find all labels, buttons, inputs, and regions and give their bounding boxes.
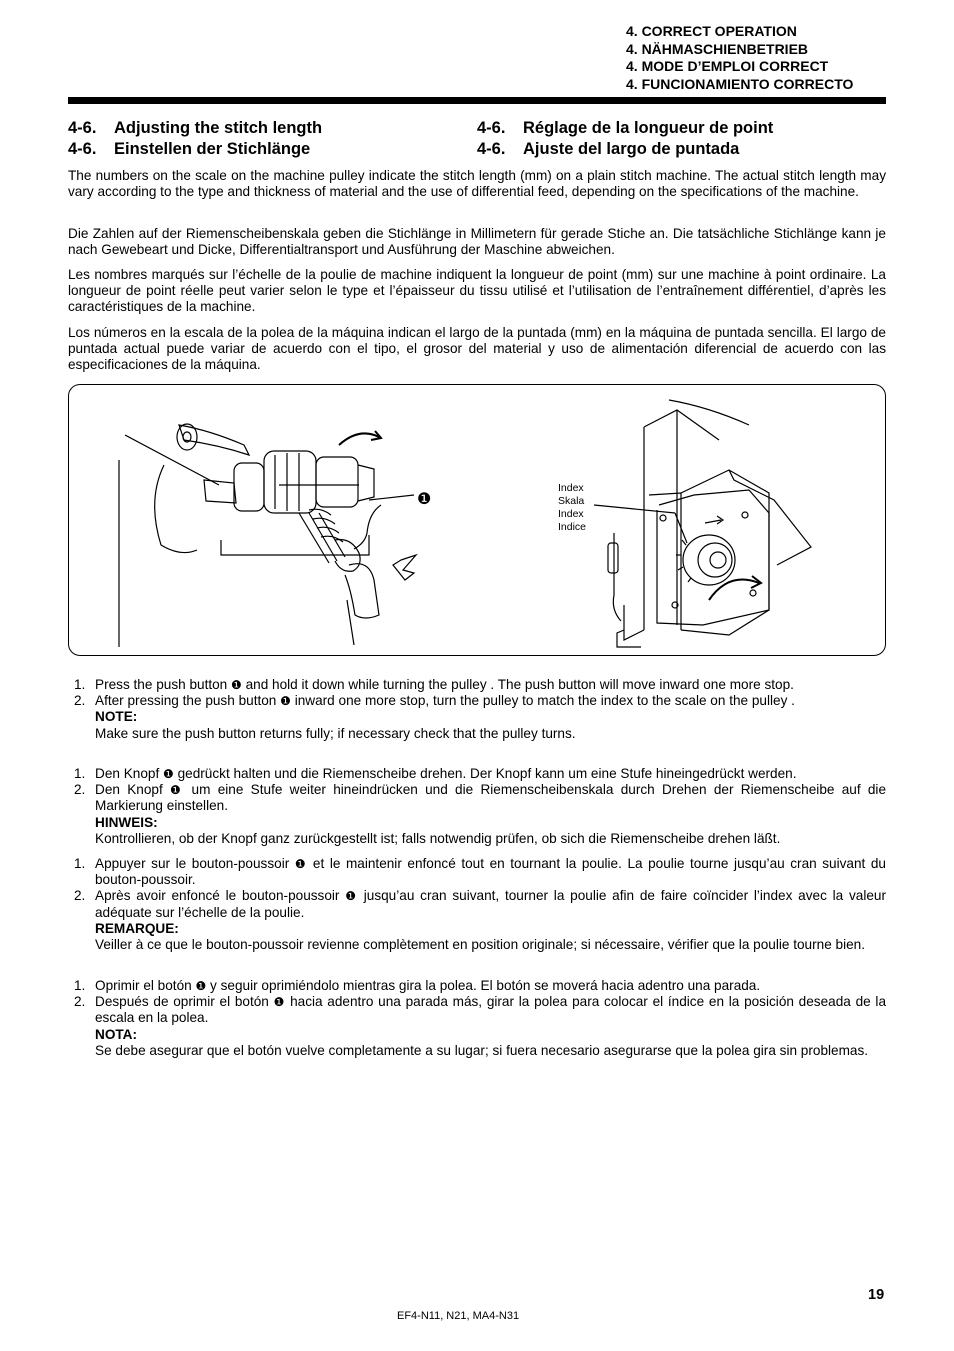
section-title-fr: 4-6. Réglage de la longueur de point bbox=[477, 119, 774, 137]
callout-ref: ❶ bbox=[280, 694, 291, 709]
pulley-shaft-drawing bbox=[119, 424, 416, 647]
callout-ref: ❶ bbox=[294, 857, 308, 871]
note-title: REMARQUE: bbox=[95, 920, 179, 936]
chapter-header-en: 4. CORRECT OPERATION bbox=[626, 23, 797, 39]
chapter-header bbox=[626, 23, 853, 94]
callout-marker-1: ❶ bbox=[417, 491, 432, 508]
steps-fr bbox=[68, 856, 886, 953]
intro-paragraph-fr: Les nombres marqués sur l’échelle de la poulie de machine indiquent la longueur de point (mm) sur une machine à point ordinaire. La longueur de point réelle peut varier selon le type et l’épaisseur du tissu utilisé et l’utilisation de l’entraînement différentiel, d’après les caractéristiques de la machine. bbox=[68, 267, 886, 315]
chapter-header-es: 4. FUNCIONAMIENTO CORRECTO bbox=[626, 76, 854, 93]
callout-ref: ❶ bbox=[170, 783, 185, 798]
note-text: Kontrollieren, ob der Knopf ganz zurückgestellt ist; falls notwendig prüfen, ob sich die Riemenscheibe drehen läßt. bbox=[95, 830, 781, 846]
index-label-de: Skala bbox=[558, 495, 585, 507]
steps-de bbox=[68, 766, 886, 847]
section-title-es: 4-6. Ajuste del largo de puntada bbox=[477, 140, 740, 158]
step-item: 2. After pressing the push button ❶ inward one more stop, turn the pulley to match the index to the scale on the pulley . NOTE: Make sure the push button returns fully; if necessary check that the pulley turns. bbox=[74, 693, 795, 741]
step-item: 1. Press the push button ❶ and hold it down while turning the pulley . The push button will move inward one more stop. bbox=[74, 677, 794, 692]
index-label-en: Index bbox=[558, 482, 584, 494]
section-title-de: 4-6. Einstellen der Stichlänge bbox=[68, 140, 311, 158]
index-label-fr: Index bbox=[558, 508, 584, 520]
step-item: 1. Den Knopf ❶ gedrückt halten und die Riemenscheibe drehen. Der Knopf kann um eine Stufe hineingedrückt werden. bbox=[74, 766, 797, 781]
pulley-illustration bbox=[69, 385, 887, 657]
index-label-es: Indice bbox=[558, 521, 587, 533]
chapter-header-fr: 4. MODE D’EMPLOI CORRECT bbox=[626, 58, 829, 75]
header-rule bbox=[68, 97, 886, 104]
model-number: EF4-N11, N21, MA4-N31 bbox=[397, 1310, 520, 1322]
note-text: Make sure the push button returns fully; if necessary check that the pulley turns. bbox=[95, 725, 576, 741]
callout-ref: ❶ bbox=[273, 995, 286, 1010]
step-item: 1. Appuyer sur le bouton-poussoir ❶ et le maintenir enfoncé tout en tournant la poulie. La poulie tourne jusqu’au cran suivant du bouton-poussoir. bbox=[74, 856, 886, 888]
step-item: 2. Après avoir enfoncé le bouton-poussoir ❶ jusqu’au cran suivant, tourner la poulie afin de faire coïncider l’index avec la valeur adéquate sur l’échelle de la poulie. REMARQUE: Veiller à ce que le bouton-poussoir revienne complètement en position originale; si nécessaire, vérifier que la poulie tourne bien. bbox=[74, 888, 886, 953]
callout-ref: ❶ bbox=[345, 889, 358, 904]
note-title: NOTE: bbox=[95, 709, 138, 725]
callout-ref: ❶ bbox=[163, 767, 174, 781]
note-text: Veiller à ce que le bouton-poussoir revienne complètement en position originale; si nécessaire, vérifier que la poulie tourne bien. bbox=[95, 937, 866, 953]
step-item: 2. Después de oprimir el botón ❶ hacia adentro una parada más, girar la polea para colocar el índice en la posición deseada de la escala en la polea. NOTA: Se debe asegurar que el botón vuelve completamente a su lugar; si fuera necesario asegurarse que la polea gira sin problemas. bbox=[74, 994, 887, 1058]
intro-paragraph-en: The numbers on the scale on the machine pulley indicate the stitch length (mm) on a plain stitch machine. The actual stitch length may vary according to the type and thickness of material and the use of differential feed, depending on the specifications of the machine. bbox=[68, 168, 886, 200]
intro-paragraph-de: Die Zahlen auf der Riemenscheibenskala geben die Stichlänge in Millimetern für gerade Stiche an. Die tatsächliche Stichlänge kann je nach Gewebeart und Dicke, Differentialtransport und Ausführung der Maschine abweichen. bbox=[68, 226, 886, 258]
steps-es bbox=[68, 978, 886, 1059]
callout-ref: ❶ bbox=[231, 678, 242, 692]
note-title: NOTA: bbox=[95, 1026, 138, 1042]
callout-ref: ❶ bbox=[195, 979, 207, 993]
chapter-header-de: 4. NÄHMASCHIENBETRIEB bbox=[626, 40, 809, 57]
note-title: HINWEIS: bbox=[95, 814, 158, 830]
step-item: 1. Oprimir el botón ❶ y seguir oprimiéndolo mientras gira la polea. El botón se moverá hacia adentro una parada. bbox=[74, 978, 761, 993]
page-number: 19 bbox=[868, 1287, 885, 1303]
machine-housing-drawing bbox=[594, 400, 811, 647]
note-text: Se debe asegurar que el botón vuelve completamente a su lugar; si fuera necesario asegurarse que la polea gira sin problemas. bbox=[95, 1042, 869, 1058]
intro-paragraph-es: Los números en la escala de la polea de la máquina indican el largo de la puntada (mm) en la máquina de puntada sencilla. El largo de puntada actual puede variar de acuerdo con el tipo, el grosor del material y uso de alimentación diferencial de acuerdo con las especificaciones de la máquina. bbox=[68, 325, 886, 373]
figure-frame bbox=[68, 384, 886, 656]
section-title-en: 4-6. Adjusting the stitch length bbox=[68, 119, 323, 137]
step-item: 2. Den Knopf ❶ um eine Stufe weiter hineindrücken und die Riemenscheibenskala durch Drehen der Riemenscheibe auf die Markierung einstellen. HINWEIS: Kontrollieren, ob der Knopf ganz zurückgestellt ist; falls notwendig prüfen, ob sich die Riemenscheibe drehen läßt. bbox=[74, 782, 887, 846]
steps-en bbox=[68, 677, 886, 742]
